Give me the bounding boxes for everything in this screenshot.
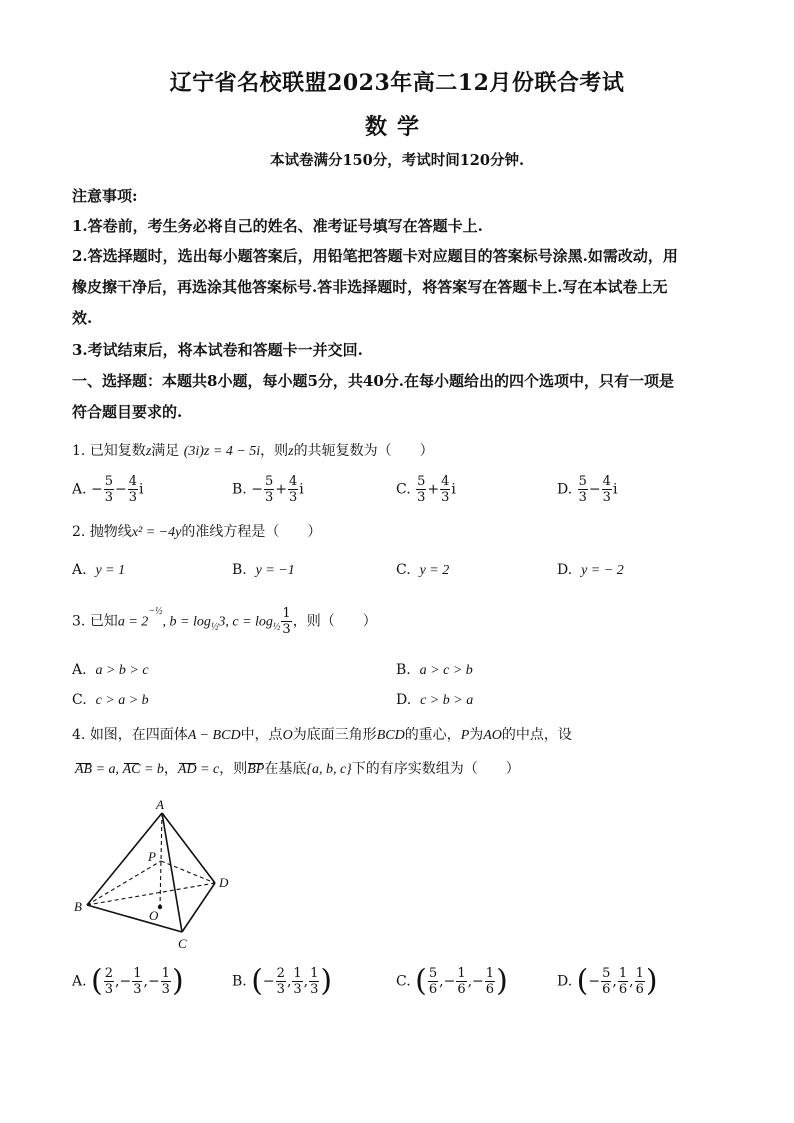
q3-option-d[interactable] <box>396 692 473 709</box>
exam-title: 辽宁省名校联盟2023年高二12月份联合考试 <box>169 70 625 96</box>
imaginary-unit: i <box>299 481 304 498</box>
option-value: y = −1 <box>255 563 295 578</box>
option-label: A. <box>72 481 87 498</box>
question-text: 为 <box>469 727 484 743</box>
label-o: O <box>149 908 159 923</box>
option-value: c > b > a <box>420 693 474 708</box>
question-number: 1. <box>72 443 86 459</box>
option-value: c > a > b <box>95 693 149 708</box>
q4-option-b[interactable]: B. (− $\frac{2}{3}$ , $\frac{1}{3}$ , $\frac{1}{3}$ ) <box>232 963 333 999</box>
edge-cd <box>182 883 215 932</box>
q4-option-a[interactable]: A. ( $\frac{2}{3}$ ,− $\frac{1}{3}$ ,− $\frac{1}{3}$ ) <box>72 963 184 999</box>
question-number: 2. <box>72 524 86 540</box>
q3-option-b[interactable] <box>396 662 473 679</box>
question-text: 为底面三角形 <box>292 727 377 743</box>
fraction: $\frac{4}{3}$ <box>602 474 611 505</box>
question-4-line-2: AB = a, AC = b，AD = c，则BP在基底{a, b, c}下的有序实数组为（ ） <box>75 761 520 777</box>
plus-sign: + <box>427 481 440 498</box>
minus-sign: − <box>251 481 263 498</box>
exponent: −½ <box>148 605 163 617</box>
segment-ao-line <box>160 813 162 907</box>
log-base: ½ <box>210 621 219 633</box>
q1-option-b[interactable] <box>232 474 304 505</box>
question-text: 如图，在四面体 <box>89 727 188 743</box>
option-label: C. <box>72 692 87 708</box>
minus-sign: − <box>588 481 601 498</box>
question-text: 的准线方程是（ ） <box>181 524 322 540</box>
equation-c: 3, c = log <box>218 614 273 630</box>
equation-b: , b = log <box>162 614 211 630</box>
q2-option-c[interactable] <box>396 562 449 579</box>
option-label: C. <box>396 973 411 990</box>
question-number: 3. <box>72 613 86 630</box>
option-value: a > b > c <box>95 663 149 678</box>
fraction: $\frac{5}{3}$ <box>417 474 426 505</box>
q1-option-c[interactable] <box>396 474 456 505</box>
option-label: D. <box>557 481 573 498</box>
plus-sign: + <box>275 481 287 498</box>
minus-sign: − <box>115 481 127 498</box>
option-label: B. <box>232 973 247 990</box>
var-z: z <box>145 444 152 459</box>
option-label: B. <box>232 481 247 498</box>
question-4-line-1 <box>72 724 572 744</box>
fraction: $\frac{1}{3}$ <box>282 606 291 637</box>
q2-option-a[interactable] <box>72 562 125 579</box>
option-value: y = 2 <box>419 563 450 578</box>
q3-option-c[interactable] <box>72 692 149 709</box>
question-text: ，则（ ） <box>292 613 377 630</box>
q2-option-d[interactable] <box>557 562 624 579</box>
imaginary-unit: i <box>612 481 618 498</box>
question-2 <box>72 521 321 541</box>
point-o: O <box>282 728 293 743</box>
log-base: ½ <box>272 621 281 633</box>
option-label: D. <box>396 692 412 708</box>
option-label: D. <box>557 562 573 578</box>
option-label: C. <box>396 562 411 578</box>
option-label: A. <box>72 662 87 678</box>
edge-ac <box>162 813 182 932</box>
q4-option-c[interactable]: C. ( $\frac{5}{6}$ ,− $\frac{1}{6}$ ,− $\frac{1}{6}$ ) <box>396 963 508 999</box>
basis: {a, b, c} <box>306 762 352 777</box>
question-text: ，则 <box>260 443 289 459</box>
fraction: $\frac{5}{3}$ <box>264 474 274 505</box>
option-label: A. <box>72 973 87 990</box>
question-text: 下的有序实数组为（ ） <box>351 761 520 777</box>
option-value: a > c > b <box>419 663 473 678</box>
option-value: y = 1 <box>95 563 126 578</box>
section-1-line-1: 一、选择题：本题共8小题，每小题5分，共40分.在每小题给出的四个选项中，只有一项是 <box>72 372 674 390</box>
option-label: D. <box>557 973 573 990</box>
notes-heading: 注意事项: <box>72 187 138 205</box>
var-z: z <box>288 444 294 459</box>
label-b: B <box>74 899 82 914</box>
subject-title: 数学 <box>364 114 429 140</box>
fraction: $\frac{4}{3}$ <box>128 474 138 505</box>
note-2-line-2: 橡皮擦干净后，再选涂其他答案标号.答非选择题时，将答案写在答题卡上.写在本试卷上无 <box>72 278 668 296</box>
minus-sign: − <box>91 481 103 498</box>
section-1-line-2: 符合题目要求的. <box>72 403 183 421</box>
fraction: $\frac{4}{3}$ <box>441 474 450 505</box>
question-text: 已知 <box>89 613 118 630</box>
exam-info: 本试卷满分150分，考试时间120分钟. <box>269 152 525 169</box>
q1-option-a[interactable] <box>72 474 144 505</box>
note-2-line-1: 2.答选择题时，选出每小题答案后，用铅笔把答题卡对应题目的答案标号涂黑.如需改动，用 <box>72 247 678 265</box>
tetrahedron-figure <box>60 795 260 955</box>
fraction: $\frac{4}{3}$ <box>288 474 298 505</box>
triangle-name: BCD <box>376 728 405 743</box>
point-p: P <box>460 728 470 743</box>
equation-a: a = 2 <box>117 614 149 630</box>
question-text: 的重心， <box>404 727 461 743</box>
q4-option-d[interactable]: D. (− $\frac{5}{6}$ , $\frac{1}{6}$ , $\frac{1}{6}$ ) <box>557 963 658 999</box>
imaginary-unit: i <box>451 481 456 498</box>
note-2-line-3: 效. <box>72 309 93 327</box>
question-text: 满足 <box>151 443 180 459</box>
vector-ab: AB <box>75 762 93 777</box>
question-text: ，则 <box>219 761 248 777</box>
edge-bc <box>87 905 182 932</box>
point-o-dot <box>158 905 162 909</box>
option-label: B. <box>396 662 411 678</box>
vector-ad: AD <box>177 762 197 777</box>
question-text: 中，点 <box>240 727 283 743</box>
question-text: 抛物线 <box>89 524 132 540</box>
question-text: 已知复数 <box>89 443 146 459</box>
note-1: 1.答卷前，考生务必将自己的姓名、准考证号填写在答题卡上. <box>72 217 483 235</box>
question-1 <box>72 440 434 460</box>
vector-bp: BP <box>247 762 265 777</box>
segment-ao: AO <box>483 728 502 743</box>
question-text: 的中点，设 <box>501 727 572 743</box>
label-d: D <box>219 875 229 890</box>
label-a: A <box>156 797 164 812</box>
question-3 <box>72 606 377 637</box>
option-value: y = − 2 <box>581 563 624 578</box>
question-text: 的共轭复数为（ ） <box>293 443 434 459</box>
label-p: P <box>148 849 156 864</box>
q3-option-a[interactable] <box>72 662 149 679</box>
tetrahedron-name: A − BCD <box>187 728 241 743</box>
option-label: C. <box>396 481 411 498</box>
fraction: $\frac{5}{3}$ <box>104 474 114 505</box>
vector-ac: AC <box>122 762 141 777</box>
q2-option-b[interactable] <box>232 562 295 579</box>
question-text: 在基底 <box>264 761 307 777</box>
equation: x² = −4y <box>131 525 182 540</box>
fraction: $\frac{5}{3}$ <box>578 474 587 505</box>
note-3: 3.考试结束后，将本试卷和答题卡一并交回. <box>72 341 363 359</box>
equation: (3i)z = 4 − 5i <box>183 444 261 459</box>
option-label: B. <box>232 562 247 578</box>
label-c: C <box>178 936 187 951</box>
question-number: 4. <box>72 727 86 743</box>
option-label: A. <box>72 562 87 578</box>
imaginary-unit: i <box>139 481 144 498</box>
q1-option-d[interactable] <box>557 474 617 505</box>
